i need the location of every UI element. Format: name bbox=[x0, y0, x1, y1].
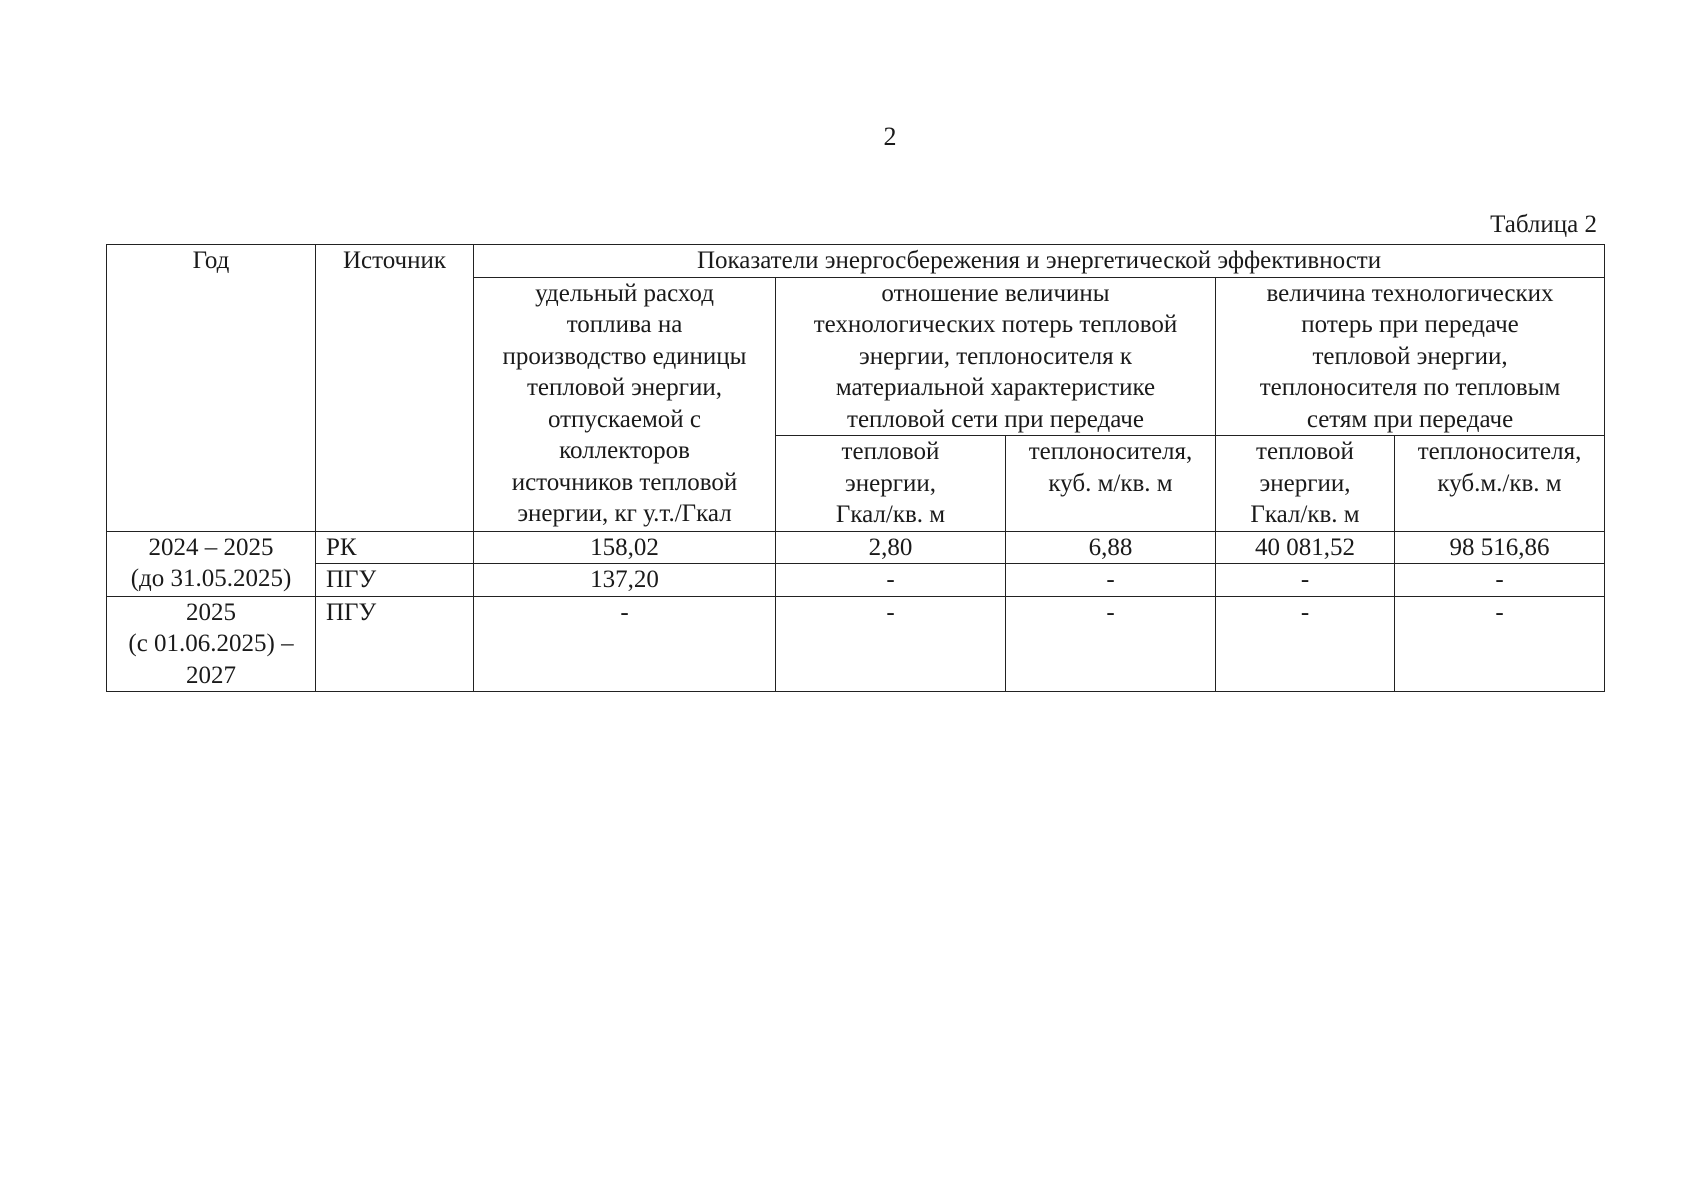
header-loss-value-line: теплоносителя по тепловым bbox=[1259, 374, 1561, 401]
source-cell: ПГУ bbox=[316, 564, 474, 597]
value-carrier-cell: - bbox=[1395, 564, 1605, 597]
header-value-heat-line: Гкал/кв. м bbox=[1250, 501, 1360, 528]
fuel-cell: 137,20 bbox=[474, 564, 776, 597]
header-fuel-line: отпускаемой с bbox=[547, 405, 702, 433]
header-row-1 bbox=[107, 245, 1605, 278]
header-fuel-line: удельный расход bbox=[535, 279, 714, 307]
header-value-carrier bbox=[1395, 436, 1605, 532]
header-ratio-heat-line: энергии, bbox=[845, 469, 936, 497]
ratio-carrier-cell: - bbox=[1006, 596, 1216, 692]
period-year-cell bbox=[107, 596, 316, 692]
value-carrier-cell: 98 516,86 bbox=[1395, 531, 1605, 564]
header-fuel-line: коллекторов bbox=[559, 437, 690, 464]
header-fuel-line: топлива на bbox=[566, 311, 683, 338]
table-row bbox=[107, 596, 1605, 692]
header-fuel-line: источников тепловой bbox=[511, 468, 738, 496]
header-ratio-heat-line: Гкал/кв. м bbox=[835, 501, 946, 528]
ratio-carrier-cell: 6,88 bbox=[1006, 531, 1216, 564]
header-loss-ratio bbox=[776, 277, 1216, 436]
value-carrier-cell: - bbox=[1395, 596, 1605, 692]
header-indicators: Показатели энергосбережения и энергетической эффективности bbox=[474, 245, 1605, 278]
header-loss-value-line: потерь при передаче bbox=[1301, 311, 1519, 338]
header-ratio-heat-line: тепловой bbox=[841, 438, 940, 465]
value-heat-cell: - bbox=[1216, 596, 1395, 692]
ratio-carrier-cell: - bbox=[1006, 564, 1216, 597]
ratio-heat-cell: - bbox=[776, 564, 1006, 597]
header-loss-value-line: величина технологических bbox=[1266, 279, 1554, 307]
fuel-cell: 158,02 bbox=[474, 531, 776, 564]
header-value-heat-line: тепловой bbox=[1256, 438, 1354, 465]
table-row bbox=[107, 531, 1605, 564]
header-value-heat-line: энергии, bbox=[1259, 469, 1351, 497]
header-loss-ratio-line: тепловой сети при передаче bbox=[847, 405, 1144, 433]
header-fuel-line: тепловой энергии, bbox=[526, 374, 723, 401]
period-year-cell bbox=[107, 531, 316, 596]
period-year-line: 2027 bbox=[186, 661, 236, 689]
ratio-heat-cell: - bbox=[776, 596, 1006, 692]
header-value-carrier-line: теплоносителя, bbox=[1417, 438, 1582, 465]
ratio-heat-cell: 2,80 bbox=[776, 531, 1006, 564]
header-value-carrier-line: куб.м./кв. м bbox=[1437, 469, 1562, 497]
header-fuel-line: энергии, кг у.т./Гкал bbox=[517, 500, 732, 527]
header-fuel-line: производство единицы bbox=[502, 342, 747, 370]
header-source: Источник bbox=[316, 245, 474, 532]
period-year-line: 2024 – 2025 bbox=[148, 533, 274, 561]
header-fuel-consumption bbox=[474, 277, 776, 531]
table-row bbox=[107, 564, 1605, 597]
header-loss-value-line: сетям при передаче bbox=[1306, 405, 1514, 433]
header-loss-ratio-line: энергии, теплоносителя к bbox=[859, 342, 1132, 370]
page-number: 2 bbox=[883, 122, 897, 151]
header-ratio-carrier bbox=[1006, 436, 1216, 532]
source-cell: ПГУ bbox=[316, 596, 474, 692]
header-loss-ratio-line: технологических потерь тепловой bbox=[813, 311, 1178, 338]
header-year: Год bbox=[107, 245, 316, 532]
period-year-line: 2025 bbox=[186, 598, 236, 626]
header-ratio-carrier-line: теплоносителя, bbox=[1028, 438, 1193, 465]
period-year-line: (с 01.06.2025) – bbox=[128, 630, 294, 657]
header-value-heat bbox=[1216, 436, 1395, 532]
header-loss-ratio-line: отношение величины bbox=[881, 279, 1110, 307]
value-heat-cell: - bbox=[1216, 564, 1395, 597]
header-ratio-carrier-line: куб. м/кв. м bbox=[1048, 469, 1173, 497]
period-year-line: (до 31.05.2025) bbox=[130, 565, 292, 592]
value-heat-cell: 40 081,52 bbox=[1216, 531, 1395, 564]
fuel-cell: - bbox=[474, 596, 776, 692]
header-ratio-heat bbox=[776, 436, 1006, 532]
header-loss-value-line: тепловой энергии, bbox=[1312, 342, 1508, 370]
header-loss-ratio-line: материальной характеристике bbox=[835, 374, 1156, 401]
header-loss-value bbox=[1216, 277, 1605, 436]
source-cell: РК bbox=[316, 531, 474, 564]
energy-efficiency-table bbox=[106, 244, 1605, 692]
table-caption: Таблица 2 bbox=[1490, 211, 1597, 238]
